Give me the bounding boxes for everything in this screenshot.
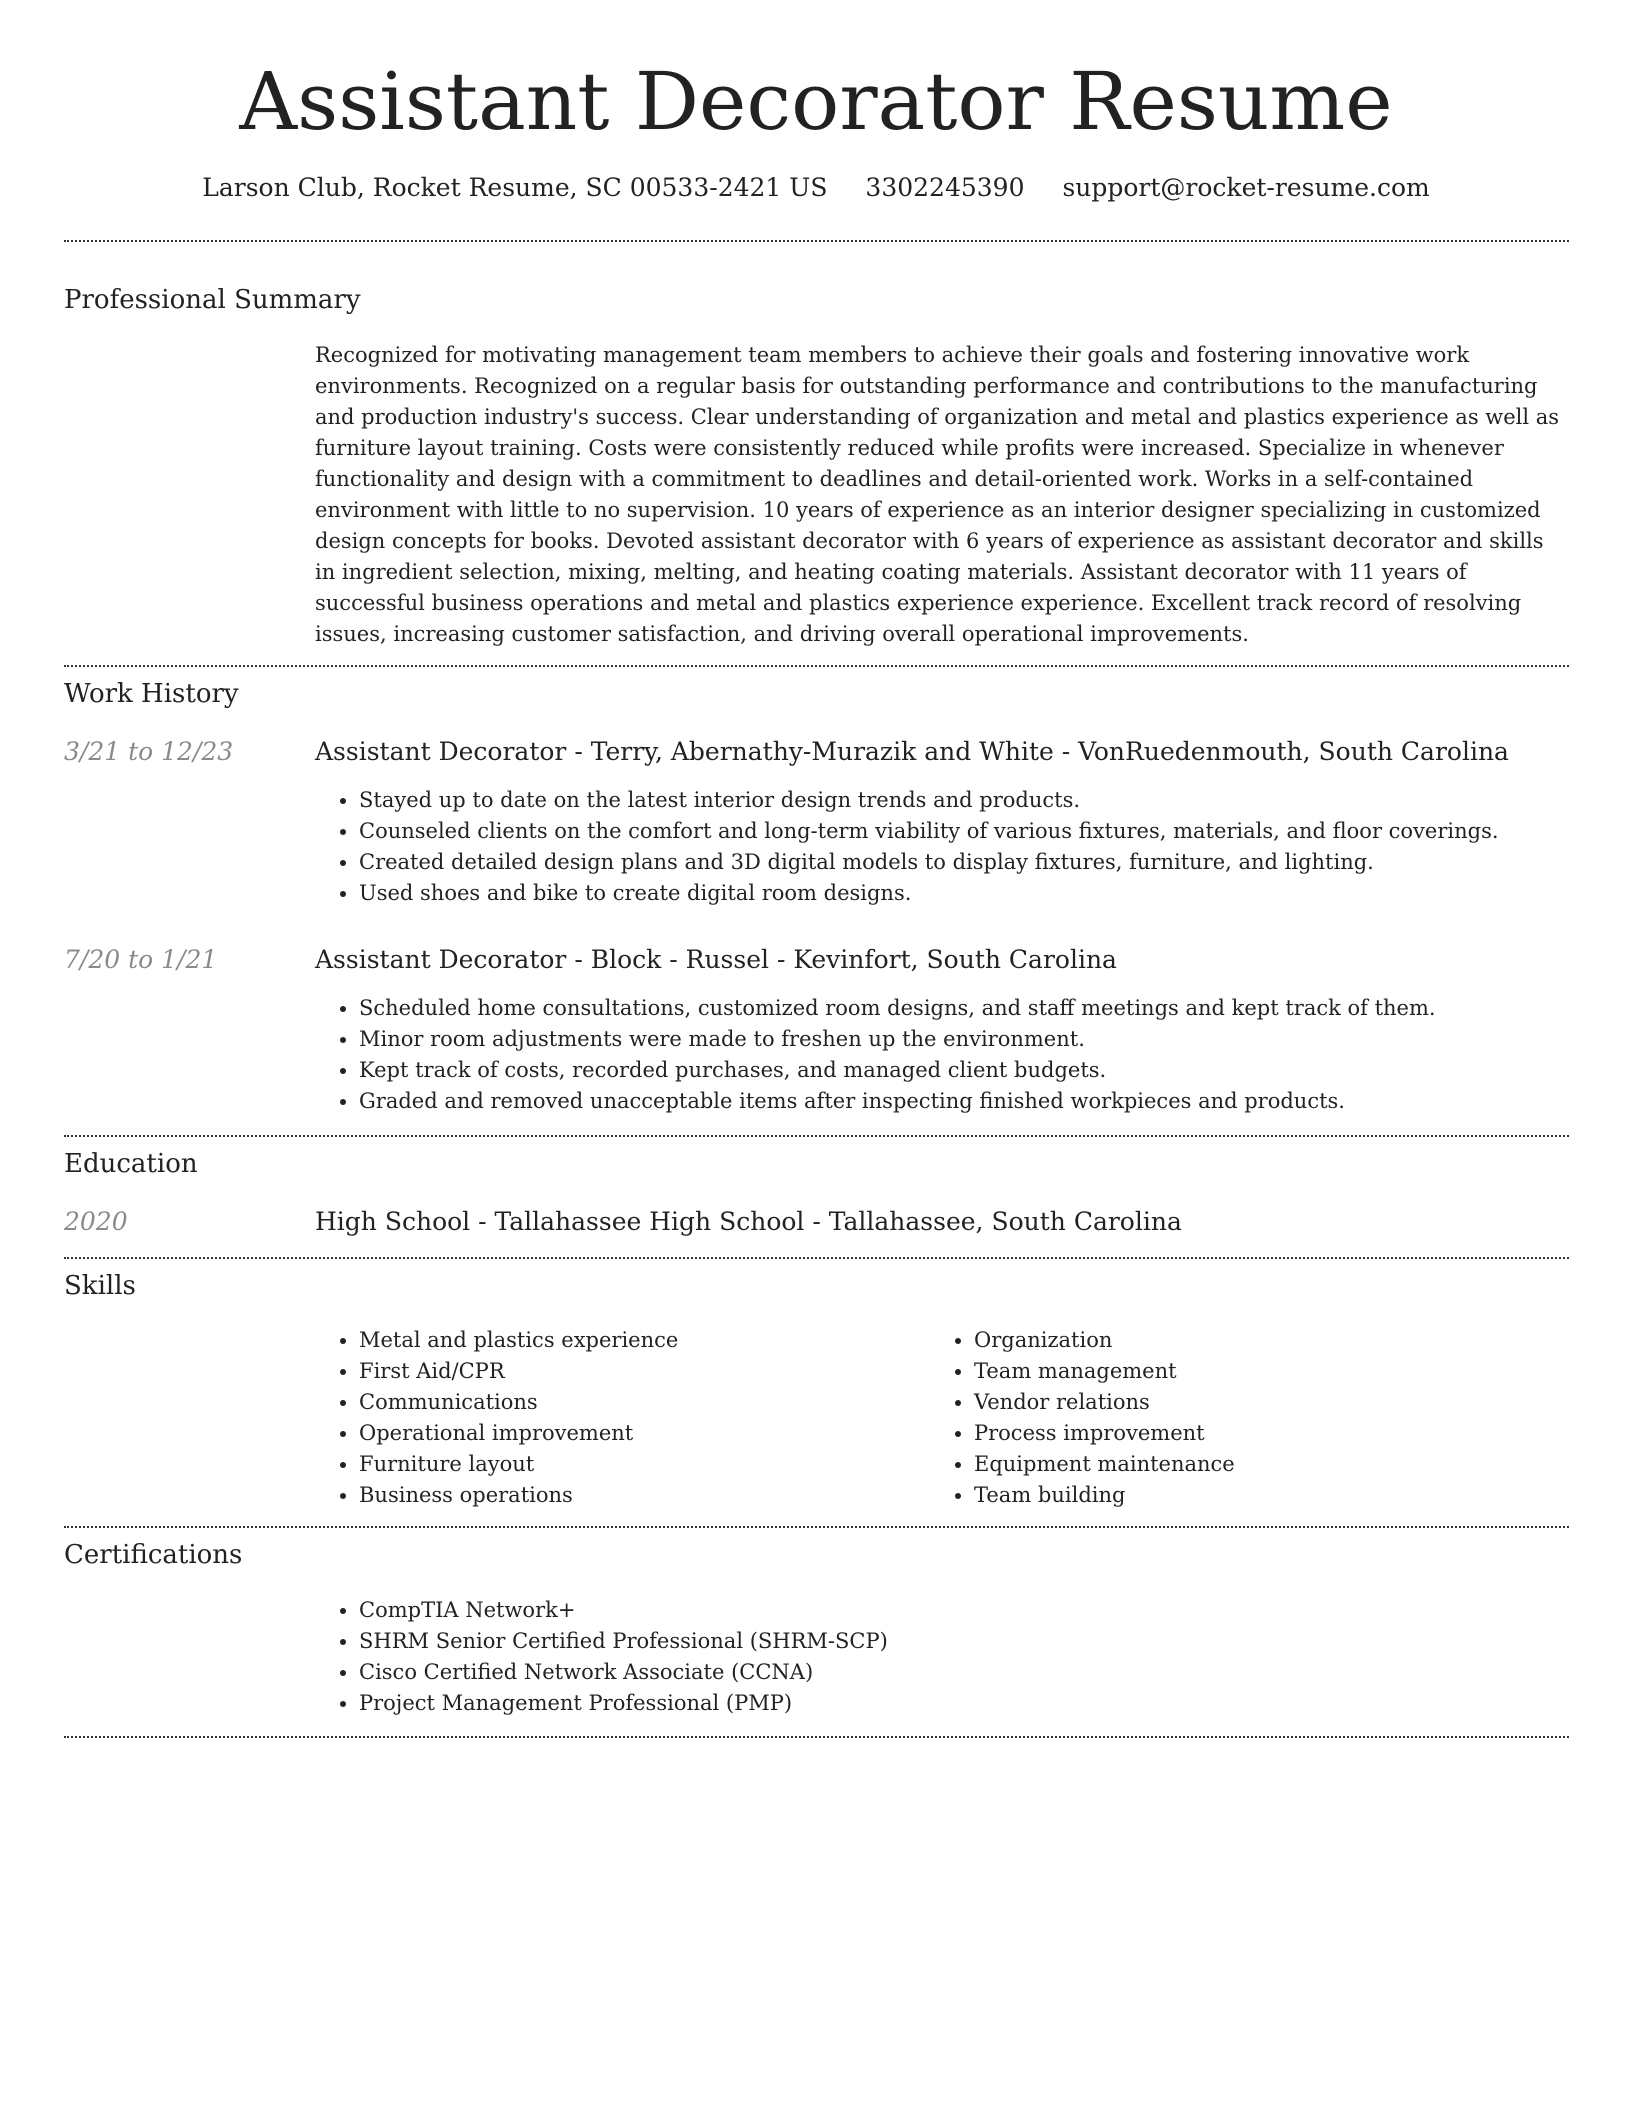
- divider: [64, 1736, 1569, 1738]
- education-heading: Education: [64, 1149, 198, 1179]
- job-dates: 7/20 to 1/21: [64, 945, 218, 974]
- certification-item: • Cisco Certified Network Associate (CCNA): [359, 1657, 888, 1688]
- contact-address: Larson Club, Rocket Resume, SC 00533-2421 US: [202, 173, 828, 202]
- list-item: • Scheduled home consultations, customized room designs, and staff meetings and kept track of them.: [359, 993, 1436, 1024]
- skill-item: • First Aid/CPR: [359, 1356, 678, 1387]
- job-bullets: [315, 785, 1499, 909]
- divider: [64, 665, 1569, 667]
- contact-line: [0, 170, 1632, 206]
- divider: [64, 1526, 1569, 1528]
- divider: [64, 1257, 1569, 1259]
- skill-item: • Communications: [359, 1387, 678, 1418]
- resume-title: Assistant Decorator Resume: [239, 55, 1393, 148]
- list-item: • Graded and removed unacceptable items after inspecting finished workpieces and products.: [359, 1086, 1436, 1117]
- skill-item: • Equipment maintenance: [974, 1449, 1235, 1480]
- list-item: • Minor room adjustments were made to freshen up the environment.: [359, 1024, 1436, 1055]
- job-heading: Assistant Decorator - Terry, Abernathy-Murazik and White - VonRuedenmouth, South Carolina: [315, 737, 1509, 766]
- job-dates: 3/21 to 12/23: [64, 737, 234, 766]
- list-item: • Stayed up to date on the latest interior design trends and products.: [359, 785, 1499, 816]
- skill-item: • Business operations: [359, 1480, 678, 1511]
- contact-phone: 3302245390: [865, 173, 1025, 202]
- skills-heading: Skills: [64, 1271, 136, 1301]
- job-bullets: [315, 993, 1436, 1117]
- summary-text: Recognized for motivating management team members to achieve their goals and fostering innovative work environments. Recognized on a regular basis for outstanding performance and contributions to the manufacturing and production industry's success. Clear understanding of organization and metal and plastics experience as well as furniture layout training. Costs were consistently reduced while profits were increased. Specialize in whenever functionality and design with a commitment to deadlines and detail-oriented work. Works in a self-contained environment with little to no supervision. 10 years of experience as an interior designer specializing in customized design concepts for books. Devoted assistant decorator with 6 years of experience as assistant decorator and skills in ingredient selection, mixing, melting, and heating coating materials. Assistant decorator with 11 years of successful business operations and metal and plastics experience experience. Excellent track record of resolving issues, increasing customer satisfaction, and driving overall operational improvements.: [315, 343, 1560, 646]
- education-heading-line: High School - Tallahassee High School - Tallahassee, South Carolina: [315, 1207, 1182, 1236]
- list-item: • Kept track of costs, recorded purchases, and managed client budgets.: [359, 1055, 1436, 1086]
- skill-item: • Team building: [974, 1480, 1235, 1511]
- certification-item: • Project Management Professional (PMP): [359, 1688, 888, 1719]
- skill-item: • Team management: [974, 1356, 1235, 1387]
- work-history-heading: Work History: [64, 679, 239, 709]
- skill-item: • Vendor relations: [974, 1387, 1235, 1418]
- divider: [64, 240, 1569, 242]
- skill-item: • Process improvement: [974, 1418, 1235, 1449]
- list-item: • Created detailed design plans and 3D digital models to display fixtures, furniture, and lighting.: [359, 847, 1499, 878]
- education-year: 2020: [64, 1207, 128, 1236]
- divider: [64, 1135, 1569, 1137]
- skills-list-left: [315, 1325, 678, 1511]
- certifications-list: [315, 1595, 888, 1719]
- certifications-heading: Certifications: [64, 1540, 243, 1570]
- job-heading: Assistant Decorator - Block - Russel - Kevinfort, South Carolina: [315, 945, 1117, 974]
- skills-list-right: [930, 1325, 1235, 1511]
- list-item: • Used shoes and bike to create digital room designs.: [359, 878, 1499, 909]
- contact-email: support@rocket-resume.com: [1062, 173, 1430, 202]
- summary-heading: Professional Summary: [64, 285, 361, 315]
- skill-item: • Metal and plastics experience: [359, 1325, 678, 1356]
- certification-item: • SHRM Senior Certified Professional (SHRM-SCP): [359, 1626, 888, 1657]
- certification-item: • CompTIA Network+: [359, 1595, 888, 1626]
- list-item: • Counseled clients on the comfort and long-term viability of various fixtures, materials, and floor coverings.: [359, 816, 1499, 847]
- skill-item: • Furniture layout: [359, 1449, 678, 1480]
- skill-item: • Operational improvement: [359, 1418, 678, 1449]
- skill-item: • Organization: [974, 1325, 1235, 1356]
